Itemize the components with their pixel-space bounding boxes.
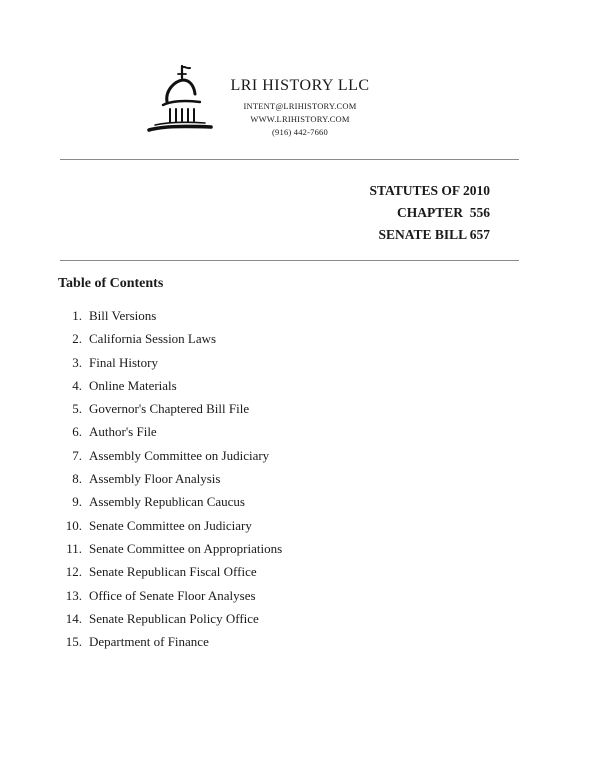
toc-item [58,632,458,655]
toc-item-number: 12. [65,564,82,580]
toc-item [58,353,458,376]
statute-divider [60,260,519,261]
toc-item-number: 14. [65,610,82,626]
toc-item-number: 8. [72,471,82,487]
company-name: LRI HISTORY LLC [230,77,370,94]
toc-item [58,562,458,585]
toc-item-label: Office of Senate Floor Analyses [89,587,256,603]
toc-item-number: 6. [72,424,82,440]
toc-item-label: Assembly Republican Caucus [89,494,245,510]
toc-item [58,446,458,469]
toc-item-number: 2. [72,331,82,347]
statute-bill: SENATE BILL 657 [378,227,490,242]
toc-item-number: 10. [65,517,82,533]
toc-item [58,492,458,515]
toc-item-label: California Session Laws [89,331,217,347]
toc-item-number: 13. [65,587,82,603]
company-block [200,76,400,139]
toc-list [58,306,458,655]
toc-item-number: 1. [72,308,82,323]
toc-item-label: Online Materials [89,377,177,393]
toc-item [58,329,458,352]
toc-item-number: 11. [66,540,82,556]
statute-block [369,180,490,246]
toc-item-label: Assembly Committee on Judiciary [89,447,270,463]
toc-item-label: Senate Republican Policy Office [89,610,259,626]
statute-chapter: CHAPTER 556 [396,205,490,220]
toc-item-label: Assembly Floor Analysis [89,471,221,487]
toc-item-number: 7. [72,447,82,463]
toc-item [58,586,458,609]
statute-year: STATUTES OF 2010 [369,183,490,198]
company-website: WWW.LRIHISTORY.COM [250,114,350,124]
toc-item-label: Senate Republican Fiscal Office [89,564,257,580]
toc-title: Table of Contents [58,276,164,291]
toc-item-number: 5. [72,401,82,417]
toc-item [58,469,458,492]
toc-item-label: Final History [89,354,158,370]
toc-item-label: Bill Versions [89,308,157,323]
company-phone: (916) 442-7660 [272,127,328,137]
toc-item [58,516,458,539]
toc-item-label: Senate Committee on Judiciary [89,517,252,533]
toc-item-label: Author's File [89,424,157,440]
toc-item [58,609,458,632]
toc-item [58,422,458,445]
toc-item-label: Senate Committee on Appropriations [89,540,283,556]
header-divider [60,159,519,160]
toc-item-label: Department of Finance [89,634,209,650]
toc-item-number: 3. [72,354,82,370]
company-email: INTENT@LRIHISTORY.COM [243,101,357,111]
toc-item [58,376,458,399]
toc-item [58,306,458,329]
toc-item-number: 9. [72,494,82,510]
toc-item-number: 15. [65,634,82,650]
toc-item-label: Governor's Chaptered Bill File [89,401,250,417]
toc-item [58,399,458,422]
toc-item [58,539,458,562]
toc-item-number: 4. [72,377,82,393]
